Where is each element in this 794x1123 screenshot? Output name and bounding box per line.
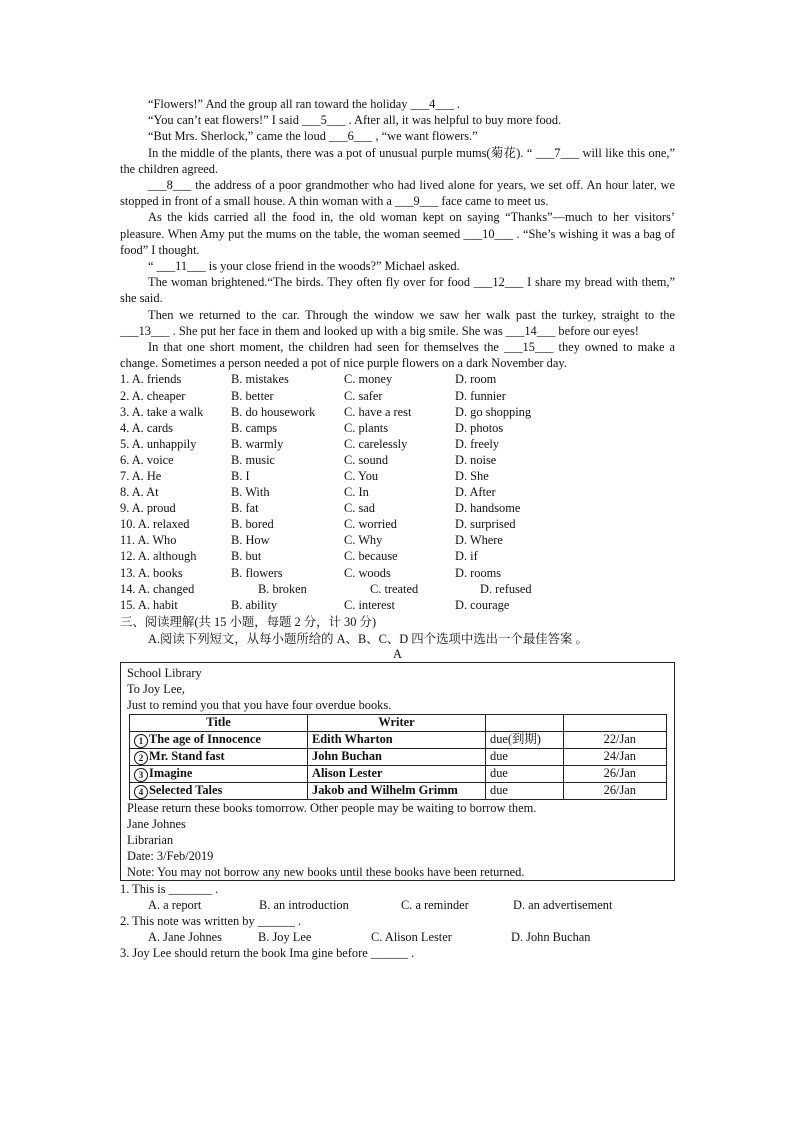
option-row: [120, 420, 675, 436]
option-row: [120, 388, 675, 404]
option-d: D. surprised: [455, 517, 516, 532]
option-b: B. music: [231, 452, 276, 467]
choice-c: C. Alison Lester: [371, 930, 452, 945]
table-row: [130, 748, 667, 765]
book-writer: Edith Wharton: [308, 731, 486, 748]
section-title: 三、阅读理解(共 15 小题，每题 2 分，计 30 分): [120, 614, 377, 629]
option-d: D. noise: [455, 452, 497, 467]
book-due-date: 26/Jan: [564, 765, 667, 782]
option-d: D. refused: [480, 581, 532, 596]
option-a: 13. A. books: [120, 565, 183, 580]
column-header: Title: [130, 715, 308, 732]
option-d: D. courage: [455, 597, 510, 612]
book-title: The age of Innocence: [149, 731, 261, 746]
passage-paragraph: In that one short moment, the children had seen for themselves the ___15___ they owned to make a change. Sometimes a person needed a pot of nice purple flowers on a dark November day.: [120, 340, 675, 371]
passage-paragraph: The woman brightened.“The birds. They often fly over for food ___12___ I share my bread with them,” she said.: [120, 275, 675, 306]
book-due-date: 22/Jan: [564, 731, 667, 748]
option-c: C. worried: [344, 517, 397, 532]
book-due-date: 26/Jan: [564, 782, 667, 799]
option-row: [120, 452, 675, 468]
question-stem: 2. This note was written by ______ .: [120, 913, 302, 928]
book-status: due(到期): [486, 731, 564, 748]
option-d: D. rooms: [455, 565, 502, 580]
option-d: D. freely: [455, 436, 500, 451]
option-a: 2. A. cheaper: [120, 388, 186, 403]
option-c: C. plants: [344, 420, 389, 435]
library-notice: [120, 662, 675, 881]
book-status: due: [486, 765, 564, 782]
notice-role: Librarian: [127, 832, 174, 847]
book-writer: Jakob and Wilhelm Grimm: [308, 782, 486, 799]
option-d: D. After: [455, 485, 496, 500]
circled-number: 2: [134, 751, 148, 765]
option-d: D. photos: [455, 420, 504, 435]
book-title-cell: [130, 731, 308, 748]
option-row: [120, 548, 675, 564]
book-due-date: 24/Jan: [564, 748, 667, 765]
option-b: B. flowers: [231, 565, 283, 580]
question-stem: 1. This is _______ .: [120, 881, 219, 896]
option-d: D. funnier: [455, 388, 506, 403]
question-options: [120, 897, 675, 913]
passage-paragraph: “But Mrs. Sherlock,” came the loud ___6___ , “we want flowers.”: [148, 129, 478, 144]
option-c: C. have a rest: [344, 404, 412, 419]
section-instruction: A.阅读下列短文，从每小题所给的 A、B、C、D 四个选项中选出一个最佳答案 。: [148, 631, 588, 646]
choice-b: B. an introduction: [259, 897, 349, 912]
passage-paragraph: ___8___ the address of a poor grandmother who had lived alone for years, we set off. An hour later, we stopped in front of a small house. A thin woman with a ___9___ face came to meet us.: [120, 178, 675, 209]
option-c: C. money: [344, 372, 393, 387]
table-row: [130, 731, 667, 748]
option-row: [120, 581, 675, 597]
option-row: [120, 404, 675, 420]
option-b: B. ability: [231, 597, 278, 612]
option-c: C. Why: [344, 533, 383, 548]
option-a: 11. A. Who: [120, 533, 177, 548]
option-d: D. Where: [455, 533, 503, 548]
reading-questions: [120, 881, 675, 962]
option-b: B. camps: [231, 420, 278, 435]
option-row: [120, 532, 675, 548]
table-row: [130, 765, 667, 782]
option-d: D. She: [455, 469, 489, 484]
passage-paragraph: Then we returned to the car. Through the window we saw her walk past the turkey, straight to the ___13___ . She put her face in them and looked up with a big smile. She was ___14___ before our eyes!: [120, 307, 675, 338]
option-row: [120, 468, 675, 484]
choice-d: D. an advertisement: [513, 897, 613, 912]
option-a: 4. A. cards: [120, 420, 173, 435]
cloze-options: [120, 371, 675, 612]
option-c: C. treated: [370, 581, 419, 596]
book-title: Imagine: [149, 765, 193, 780]
column-header: Writer: [308, 715, 486, 732]
book-status: due: [486, 782, 564, 799]
question-options: [120, 929, 675, 945]
passage-paragraph: “You can’t eat flowers!” I said ___5___ . After all, it was helpful to buy more food.: [148, 113, 562, 128]
option-a: 1. A. friends: [120, 372, 182, 387]
notice-note: Note: You may not borrow any new books until these books have been returned.: [127, 864, 525, 879]
option-a: 15. A. habit: [120, 597, 178, 612]
option-d: D. handsome: [455, 501, 521, 516]
option-b: B. better: [231, 388, 274, 403]
option-row: [120, 371, 675, 387]
option-b: B. fat: [231, 501, 259, 516]
option-a: 5. A. unhappily: [120, 436, 197, 451]
option-d: D. room: [455, 372, 497, 387]
option-c: C. interest: [344, 597, 395, 612]
circled-number: 3: [134, 768, 148, 782]
option-c: C. because: [344, 549, 398, 564]
option-a: 7. A. He: [120, 469, 162, 484]
option-row: [120, 565, 675, 581]
notice-from: School Library: [127, 666, 202, 681]
column-header: [486, 715, 564, 732]
overdue-books-table: [129, 714, 667, 800]
circled-number: 1: [134, 734, 148, 748]
option-d: D. go shopping: [455, 404, 532, 419]
option-b: B. How: [231, 533, 270, 548]
option-a: 10. A. relaxed: [120, 517, 190, 532]
option-a: 6. A. voice: [120, 452, 174, 467]
option-b: B. mistakes: [231, 372, 289, 387]
option-a: 12. A. although: [120, 549, 197, 564]
notice-intro: Just to remind you that you have four overdue books.: [127, 698, 392, 713]
book-title-cell: [130, 782, 308, 799]
option-b: B. I: [231, 469, 250, 484]
option-row: [120, 436, 675, 452]
option-b: B. broken: [258, 581, 307, 596]
choice-d: D. John Buchan: [511, 930, 591, 945]
option-a: 14. A. changed: [120, 581, 195, 596]
option-c: C. In: [344, 485, 369, 500]
question-stem: 3. Joy Lee should return the book Ima gine before ______ .: [120, 946, 415, 961]
option-a: 8. A. At: [120, 485, 159, 500]
notice-date: Date: 3/Feb/2019: [127, 848, 214, 863]
option-row: [120, 500, 675, 516]
option-b: B. With: [231, 485, 270, 500]
option-b: B. but: [231, 549, 262, 564]
circled-number: 4: [134, 785, 148, 799]
book-title-cell: [130, 748, 308, 765]
option-row: [120, 516, 675, 532]
choice-a: A. Jane Johnes: [148, 930, 222, 945]
book-title-cell: [130, 765, 308, 782]
book-title: Mr. Stand fast: [149, 748, 225, 763]
passage-paragraph: “ ___11___ is your close friend in the woods?” Michael asked.: [148, 259, 460, 274]
column-header: [564, 715, 667, 732]
option-c: C. sound: [344, 452, 389, 467]
option-a: 3. A. take a walk: [120, 404, 204, 419]
book-title: Selected Tales: [149, 782, 223, 797]
option-b: B. bored: [231, 517, 274, 532]
option-b: B. do housework: [231, 404, 316, 419]
passage-paragraph: “Flowers!” And the group all ran toward the holiday ___4___ .: [148, 97, 461, 111]
notice-footer-line: Please return these books tomorrow. Other people may be waiting to borrow them.: [127, 800, 537, 815]
notice-signature: Jane Johnes: [127, 816, 186, 831]
option-row: [120, 484, 675, 500]
choice-b: B. Joy Lee: [258, 930, 312, 945]
book-writer: Alison Lester: [308, 765, 486, 782]
cloze-passage: [120, 96, 675, 371]
option-c: C. sad: [344, 501, 375, 516]
option-c: C. carelessly: [344, 436, 408, 451]
exam-page: [120, 96, 675, 962]
table-row: [130, 782, 667, 799]
choice-a: A. a report: [148, 897, 202, 912]
book-writer: John Buchan: [308, 748, 486, 765]
option-b: B. warmly: [231, 436, 284, 451]
option-a: 9. A. proud: [120, 501, 176, 516]
choice-c: C. a reminder: [401, 897, 469, 912]
passage-paragraph: In the middle of the plants, there was a pot of unusual purple mums(菊花). “ ___7___ will like this one,” the children agreed.: [120, 145, 675, 176]
option-row: [120, 597, 675, 613]
notice-to: To Joy Lee,: [127, 682, 185, 697]
table-header-row: [130, 715, 667, 732]
option-c: C. woods: [344, 565, 391, 580]
option-c: C. You: [344, 469, 379, 484]
passage-paragraph: As the kids carried all the food in, the old woman kept on saying “Thanks”—much to her visitors’ pleasure. When Amy put the mums on the table, the woman seemed ___10___ . “She’s wishing it was a bag of food” I thought.: [120, 210, 675, 257]
book-status: due: [486, 748, 564, 765]
option-c: C. safer: [344, 388, 383, 403]
part-label: A: [393, 647, 402, 662]
option-d: D. if: [455, 549, 478, 564]
